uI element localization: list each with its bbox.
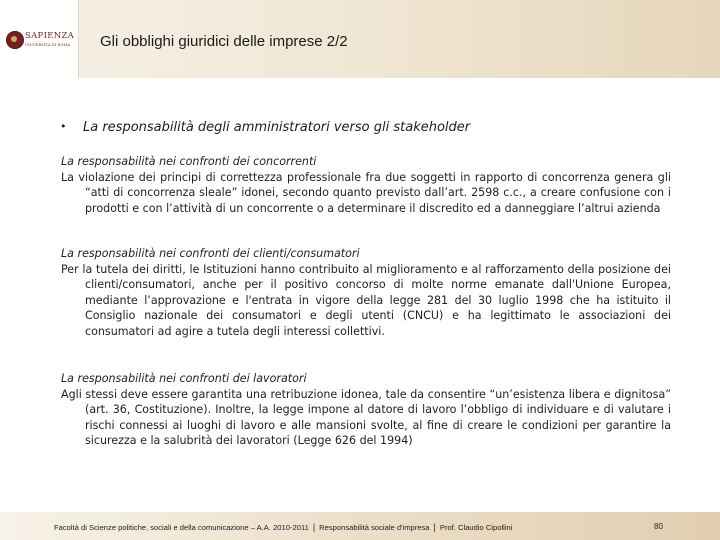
footer-faculty: Facoltà di Scienze politiche, sociali e della comunicazione – A.A. 2010-2011 (54, 523, 309, 532)
page-number: 80 (654, 522, 663, 531)
footer-separator: | (433, 522, 436, 532)
footer-professor: Prof. Claudio Cipollini (439, 523, 513, 532)
section-consumers (61, 246, 671, 339)
section-body: Per la tutela dei diritti, le Istituzioni hanno contribuito al miglioramento e al rafforzamento della posizione dei clienti/consumatori, anche per il positivo concorso di molte norme emanate dall'Unione Europea, mediante l’approvazione e l'entrata in vigore della legge 281 del 30 luglio 1998 che ha istituito il Consiglio nazionale dei consumatori e degli utenti (CNCU) e ha legittimato le associazioni dei consumatori ad agire a tutela degli interessi collettivi. (61, 262, 671, 338)
section-body: La violazione dei principi di correttezza professionale fra due soggetti in rapporto di concorrenza genera gli “atti di concorrenza sleale” idonei, secondo quanto previsto dall’art. 2598 c.c., a creare confusione con i prodotti e con l’attività di un concorrente o a determinare il discredito ed a danneggiare l’altrui azienda (61, 170, 671, 215)
slide-title: Gli obblighi giuridici delle imprese 2/2 (100, 33, 348, 50)
bullet-icon: • (60, 120, 67, 133)
section-body: Agli stessi deve essere garantita una retribuzione idonea, tale da consentire “un’esistenza libera e dignitosa” (art. 36, Costituzione). Inoltre, la legge impone al datore di lavoro l’obbligo di individuare e di valutare i rischi connessi ai luoghi di lavoro e alle mansioni svolte, al fine di creare le condizioni per garantire la sicurezza e la salubrità dei lavoratori (Legge 626 del 1994) (61, 387, 671, 447)
section-heading: La responsabilità nei confronti dei concorrenti (61, 155, 317, 168)
slide-footer (0, 512, 720, 540)
university-logo (0, 0, 79, 78)
bullet-text: La responsabilità degli amministratori verso gli stakeholder (83, 120, 471, 135)
section-heading: La responsabilità nei confronti dei clienti/consumatori (61, 247, 360, 260)
footer-separator: | (312, 522, 316, 532)
logo-subtitle: UNIVERSITÀ DI ROMA (25, 43, 71, 47)
logo-name: SAPIENZA (25, 31, 75, 41)
slide-header (0, 0, 720, 78)
footer-text (54, 522, 512, 532)
section-heading: La responsabilità nei confronti dei lavoratori (61, 372, 307, 385)
seal-icon (6, 31, 24, 49)
section-workers (61, 371, 671, 449)
section-competitors (61, 154, 671, 216)
footer-course: Responsabilità sociale d'impresa (319, 523, 430, 532)
